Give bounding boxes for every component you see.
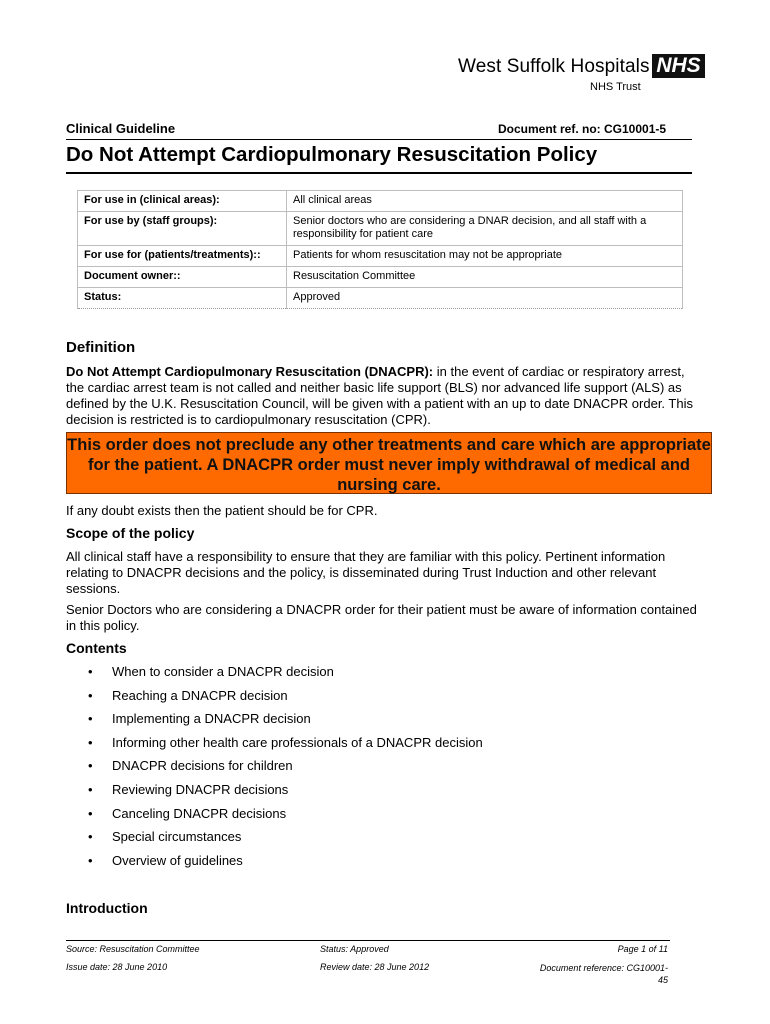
bullet-icon: • <box>88 781 93 797</box>
table-row <box>78 288 683 309</box>
footer-divider <box>66 940 670 941</box>
list-item <box>66 782 483 806</box>
scope-heading: Scope of the policy <box>66 525 195 541</box>
definition-body: in the event of cardiac or respiratory arrest, the cardiac arrest team is not called and neither basic life support (BLS) nor advanced life support (ALS) as defined by the U.K. Resuscitation Council, will be given with a patient with an up to date DNACPR order. This decision is restricted is to cardiopulmonary resuscitation (CPR). <box>66 364 693 427</box>
list-item <box>66 829 483 853</box>
list-item-label: When to consider a DNACPR decision <box>112 664 334 679</box>
document-ref: Document ref. no: CG10001-5 <box>498 122 667 136</box>
scope-paragraph-1: All clinical staff have a responsibility to ensure that they are familiar with this policy. Pertinent information relating to DNACPR decisions and the policy, is disseminated during Trust Induction and other relevant sessions. <box>66 549 666 596</box>
bullet-icon: • <box>88 829 93 845</box>
list-item <box>66 853 483 877</box>
footer-doc-reference-line2: 45 <box>657 975 668 985</box>
table-row <box>78 246 683 267</box>
table-value: Patients for whom resuscitation may not be appropriate <box>287 246 683 267</box>
title-divider <box>66 172 692 174</box>
list-item <box>66 711 483 735</box>
list-item <box>66 688 483 712</box>
table-value: Senior doctors who are considering a DNAR decision, and all staff with a responsibility for patient care <box>287 212 683 246</box>
table-value: Approved <box>287 288 683 309</box>
definition-term: Do Not Attempt Cardiopulmonary Resuscitation (DNACPR): <box>66 364 434 379</box>
bullet-icon: • <box>88 852 93 868</box>
bullet-icon: • <box>88 687 93 703</box>
table-label: Document owner:: <box>78 267 287 288</box>
org-subtitle: NHS Trust <box>590 81 641 93</box>
footer-doc-reference <box>500 962 668 986</box>
contents-heading: Contents <box>66 640 127 656</box>
footer-status: Status: Approved <box>320 944 389 954</box>
table-label: For use in (clinical areas): <box>78 191 287 212</box>
footer-page-number: Page 1 of 11 <box>617 944 668 954</box>
list-item-label: Informing other health care professionals of a DNACPR decision <box>112 734 483 750</box>
list-item-label: Canceling DNACPR decisions <box>112 805 287 821</box>
list-item-label: Special circumstances <box>112 829 242 845</box>
footer-source: Source: Resuscitation Committee <box>66 944 200 954</box>
footer-issue-date: Issue date: 28 June 2010 <box>66 962 168 972</box>
contents-list <box>66 664 483 876</box>
doubt-note: If any doubt exists then the patient should be for CPR. <box>66 503 378 518</box>
warning-banner: This order does not preclude any other treatments and care which are appropriate for the patient. A DNACPR order must never imply withdrawal of medical and nursing care. <box>66 432 712 494</box>
bullet-icon: • <box>88 758 93 774</box>
table-label: For use for (patients/treatments):: <box>78 246 287 267</box>
nhs-logo: NHS <box>652 54 705 78</box>
bullet-icon: • <box>88 805 93 821</box>
table-value: All clinical areas <box>287 191 683 212</box>
bullet-icon: • <box>88 711 93 727</box>
scope-paragraph-2: Senior Doctors who are considering a DNACPR order for their patient must be aware of information contained in this policy. <box>66 602 697 633</box>
document-type: Clinical Guideline <box>66 121 176 136</box>
list-item <box>66 664 483 688</box>
list-item <box>66 735 483 759</box>
footer-doc-reference-line1: Document reference: CG10001- <box>539 963 668 973</box>
introduction-heading: Introduction <box>66 900 148 916</box>
document-info-table <box>77 190 683 309</box>
list-item <box>66 758 483 782</box>
header-divider <box>66 139 692 140</box>
list-item-label: Overview of guidelines <box>112 852 243 868</box>
list-item <box>66 806 483 830</box>
list-item-label: Reaching a DNACPR decision <box>112 687 288 703</box>
org-name: West Suffolk Hospitals <box>458 56 650 77</box>
list-item-label: Implementing a DNACPR decision <box>112 711 311 727</box>
definition-text <box>66 364 706 428</box>
list-item-label: DNACPR decisions for children <box>112 758 293 774</box>
bullet-icon: • <box>88 734 93 750</box>
list-item-label: Reviewing DNACPR decisions <box>112 781 289 797</box>
definition-heading: Definition <box>66 339 136 356</box>
page-title: Do Not Attempt Cardiopulmonary Resuscitation Policy <box>66 143 598 166</box>
table-label: Status: <box>78 288 287 309</box>
footer-review-date: Review date: 28 June 2012 <box>320 962 430 972</box>
table-row <box>78 267 683 288</box>
bullet-icon: • <box>88 664 93 679</box>
table-row <box>78 191 683 212</box>
table-row <box>78 212 683 246</box>
table-value: Resuscitation Committee <box>287 267 683 288</box>
table-label: For use by (staff groups): <box>78 212 287 246</box>
